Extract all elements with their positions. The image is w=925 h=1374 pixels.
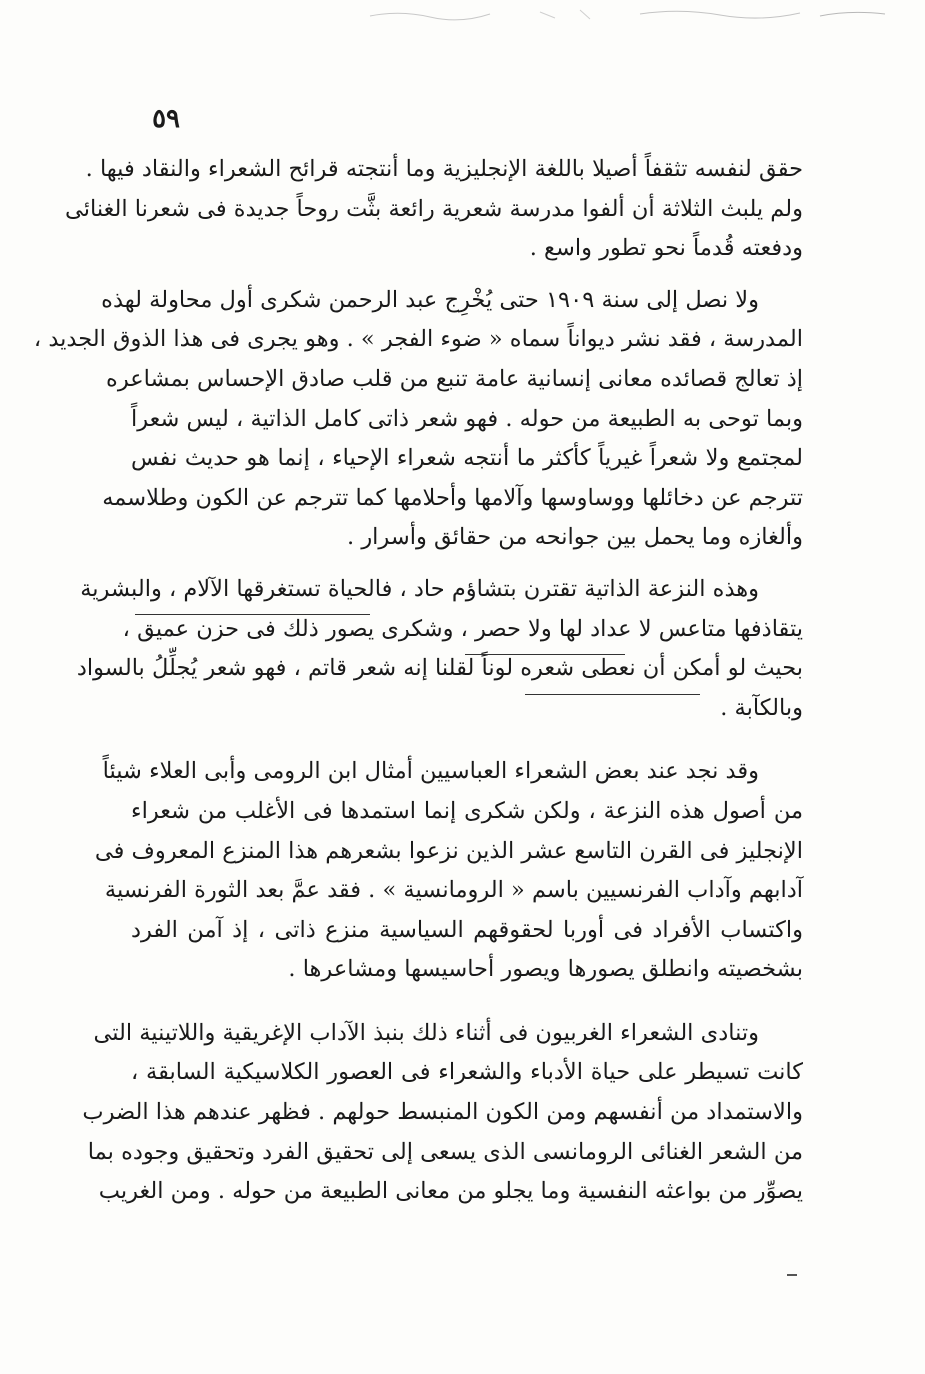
margin-mark xyxy=(787,1274,797,1276)
pencil-underline xyxy=(135,614,370,615)
text-line: الإنجليز فى القرن التاسع عشر الذين نزعوا بشعرهم هذا المنزع المعروف فى xyxy=(94,837,803,864)
text-line: وهذه النزعة الذاتية تقترن بتشاؤم حاد ، فالحياة تستغرقها الآلام ، والبشرية xyxy=(80,575,759,602)
paragraph xyxy=(64,150,803,269)
text-line: حقق لنفسه تثقفاً أصيلا باللغة الإنجليزية وما أنتجته قرائح الشعراء والنقاد فيها . xyxy=(85,156,803,182)
text-line: المدرسة ، فقد نشر ديواناً سماه « ضوء الفجر » . وهو يجرى فى هذا الذوق الجديد ، xyxy=(33,326,803,353)
text-line: تترجم عن دخائلها ووساوسها وآلامها وأحلامها كما تترجم عن الكون وطلاسمه xyxy=(102,484,803,511)
pencil-underline xyxy=(465,654,625,655)
text-line: ولم يلبث الثلاثة أن ألفوا مدرسة شعرية رائعة بثَّت روحاً جديدة فى شعرنا الغنائى xyxy=(64,195,803,222)
text-line: لمجتمع ولا شعراً غيرياً كأكثر ما أنتجه شعراء الإحياء ، إنما هو حديث نفس xyxy=(131,445,803,472)
top-edge-marks xyxy=(340,4,900,24)
text-line: وتنادى الشعراء الغربيون فى أثناء ذلك بنبذ الآداب الإغريقية واللاتينية التى xyxy=(93,1019,759,1046)
text-line: وبالكآبة . xyxy=(720,694,803,721)
pencil-underline xyxy=(525,694,700,695)
text-line: يصوِّر من بواعثه النفسية وما يجلو من معانى الطبيعة من حوله . ومن الغريب xyxy=(98,1178,803,1205)
text-line: بشخصيته وانطلق يصورها ويصور أحاسيسها ومشاعرها . xyxy=(288,956,803,983)
text-line: وألغازه وما يحمل بين جوانحه من حقائق وأسرار . xyxy=(347,524,803,551)
paragraph xyxy=(94,752,803,990)
text-line: وقد نجد عند بعض الشعراء العباسيين أمثال ابن الرومى وأبى العلاء شيئاً xyxy=(102,758,759,785)
body-text xyxy=(33,150,803,1212)
text-line: من الشعر الغنائى الرومانسى الذى يسعى إلى تحقيق الفرد وتحقيق وجوده بما xyxy=(87,1138,803,1165)
page-number: ٥٩ xyxy=(152,104,180,134)
text-line: ودفعته قُدماً نحو تطور واسع . xyxy=(529,235,803,262)
text-line: واكتساب الأفراد فى أوربا لحقوقهم السياسية منزع ذاتى ، إذ آمن الفرد xyxy=(131,916,803,943)
text-line: آدابهم وآداب الفرنسيين باسم « الرومانسية » . فقد عمَّ بعد الثورة الفرنسية xyxy=(104,877,803,904)
paragraph xyxy=(76,570,803,728)
text-line: ولا نصل إلى سنة ١٩٠٩ حتى يُخْرِج عبد الرحمن شكرى أول محاولة لهذه xyxy=(101,286,759,313)
paragraph xyxy=(82,1014,803,1212)
text-line: وبما توحى به الطبيعة من حوله . فهو شعر ذاتى كامل الذاتية ، ليس شعراً xyxy=(131,405,803,432)
text-line: يتقاذفها متاعس لا عداد لها ولا حصر ، وشكرى يصور ذلك فى حزن عميق ، xyxy=(122,615,803,642)
paragraph xyxy=(33,281,803,558)
text-line: كانت تسيطر على حياة الأدباء والشعراء فى العصور الكلاسيكية السابقة ، xyxy=(131,1059,803,1086)
text-line: بحيث لو أمكن أن نعطى شعره لوناً لقلنا إنه شعر قاتم ، فهو شعر يُجلِّلُ بالسواد xyxy=(76,655,803,682)
text-line: إذ تعالج قصائده معانى إنسانية عامة تنبع من قلب صادق الإحساس بمشاعره xyxy=(106,365,803,392)
text-line: من أصول هذه النزعة ، ولكن شكرى إنما استمدها فى الأغلب من شعراء xyxy=(131,797,803,824)
text-line: والاستمداد من أنفسهم ومن الكون المنبسط حولهم . فظهر عندهم هذا الضرب xyxy=(82,1099,803,1126)
